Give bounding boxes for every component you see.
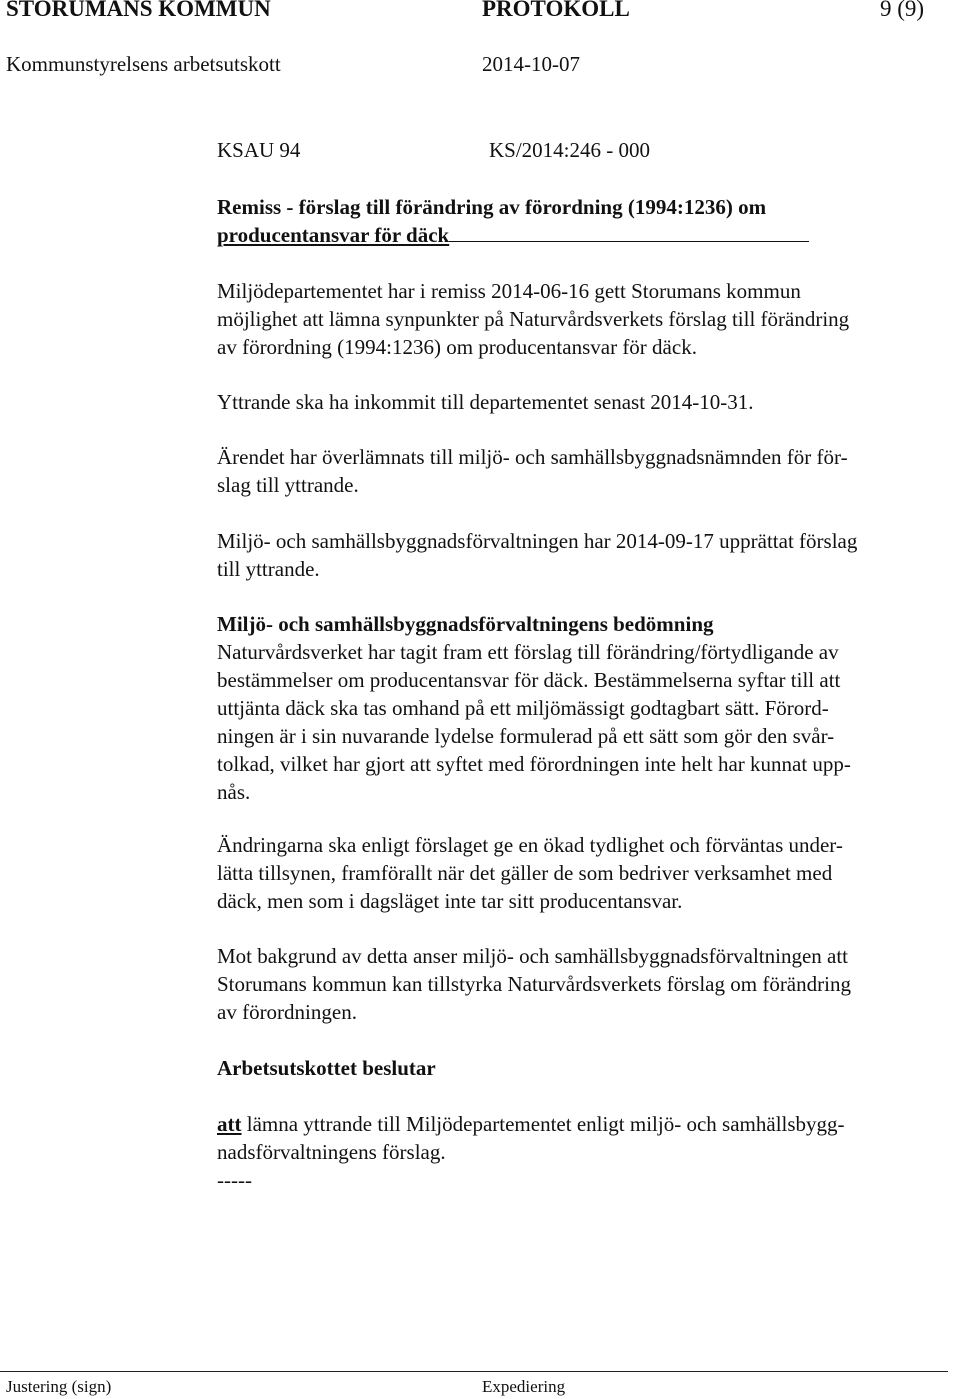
- paragraph-line: möjlighet att lämna synpunkter på Naturvårdsverkets förslag till förändring: [217, 307, 850, 331]
- paragraph-line: Miljö- och samhällsbyggnadsförvaltningen har 2014-09-17 upprättat förslag: [217, 529, 858, 553]
- paragraph-line: slag till yttrande.: [217, 473, 359, 497]
- case-title-line-2-text: producentansvar för däck: [217, 223, 450, 247]
- paragraph-line: av förordningen.: [217, 1000, 357, 1024]
- decision-att-keyword: att: [217, 1112, 242, 1136]
- footer-signature-label: Justering (sign): [6, 1377, 112, 1396]
- decision-line-1: [217, 1110, 955, 1138]
- case-title: [217, 193, 955, 249]
- paragraph-line: Yttrande ska ha inkommit till departementet senast 2014-10-31.: [217, 390, 754, 414]
- case-title-line-2: [217, 221, 955, 249]
- paragraph-line: Mot bakgrund av detta anser miljö- och samhällsbyggnadsförvaltningen att: [217, 944, 849, 968]
- end-mark: -----: [217, 1168, 252, 1192]
- paragraph-line: Ändringarna ska enligt förslaget ge en ökad tydlighet och förväntas under-: [217, 833, 843, 857]
- header-org: STORUMANS KOMMUN: [6, 0, 271, 21]
- header-page-number: 9 (9): [880, 0, 925, 21]
- title-underline-rule: [449, 221, 809, 242]
- paragraph-recommendation: [217, 942, 955, 1026]
- decision-line-2: nadsförvaltningens förslag.: [217, 1140, 446, 1164]
- paragraph-changes: [217, 831, 955, 915]
- case-diary-number: KS/2014:246 - 000: [489, 138, 651, 162]
- paragraph-line: tolkad, vilket har gjort att syftet med förordningen inte helt har kunnat upp-: [217, 752, 851, 776]
- case-title-line-1: Remiss - förslag till förändring av förordning (1994:1236) om: [217, 195, 767, 219]
- header-date: 2014-10-07: [482, 52, 580, 76]
- paragraph-remiss: [217, 277, 955, 361]
- header-doc-type: PROTOKOLL: [482, 0, 630, 21]
- decision-heading: [217, 1054, 955, 1082]
- paragraph-deadline: [217, 388, 955, 416]
- header-top-row: [0, 0, 960, 26]
- footer-dispatch-label: Expediering: [482, 1377, 566, 1396]
- paragraph-line: Miljödepartementet har i remiss 2014-06-16 gett Storumans kommun: [217, 279, 801, 303]
- paragraph-line: uttjänta däck ska tas omhand på ett miljömässigt godtagbart sätt. Förord-: [217, 696, 829, 720]
- paragraph-line: Naturvårdsverket har tagit fram ett förslag till förändring/förtydligande av: [217, 640, 839, 664]
- paragraph-line: Storumans kommun kan tillstyrka Naturvårdsverkets förslag om förändring: [217, 972, 851, 996]
- decision-heading-text: Arbetsutskottet beslutar: [217, 1056, 436, 1080]
- paragraph-line: nås.: [217, 780, 251, 804]
- paragraph-referral: [217, 443, 955, 499]
- paragraph-line: däck, men som i dagsläget inte tar sitt producentansvar.: [217, 889, 683, 913]
- header-second-row: [0, 52, 960, 82]
- paragraph-line: Ärendet har överlämnats till miljö- och samhällsbyggnadsnämnden för för-: [217, 445, 848, 469]
- paragraph-line: ningen är i sin nuvarande lydelse formulerad på ett sätt som gör den svår-: [217, 724, 835, 748]
- paragraph-line: till yttrande.: [217, 557, 320, 581]
- case-paragraph: KSAU 94: [217, 138, 301, 162]
- assessment-heading: Miljö- och samhällsbyggnadsförvaltningens bedömning: [217, 612, 714, 636]
- paragraph-line: av förordning (1994:1236) om producentansvar för däck.: [217, 335, 697, 359]
- paragraph-line: lätta tillsynen, framförallt när det gäller de som bedriver verksamhet med: [217, 861, 833, 885]
- header-body: Kommunstyrelsens arbetsutskott: [6, 52, 281, 76]
- paragraph-line: bestämmelser om producentansvar för däck. Bestämmelserna syftar till att: [217, 668, 841, 692]
- paragraph-proposal: [217, 527, 955, 583]
- decision-text: [217, 1110, 955, 1194]
- footer-divider: [0, 1371, 948, 1372]
- case-reference-row: [0, 138, 960, 168]
- decision-line-1-rest: lämna yttrande till Miljödepartementet enligt miljö- och samhällsbygg-: [241, 1112, 845, 1136]
- assessment-section: [217, 610, 955, 806]
